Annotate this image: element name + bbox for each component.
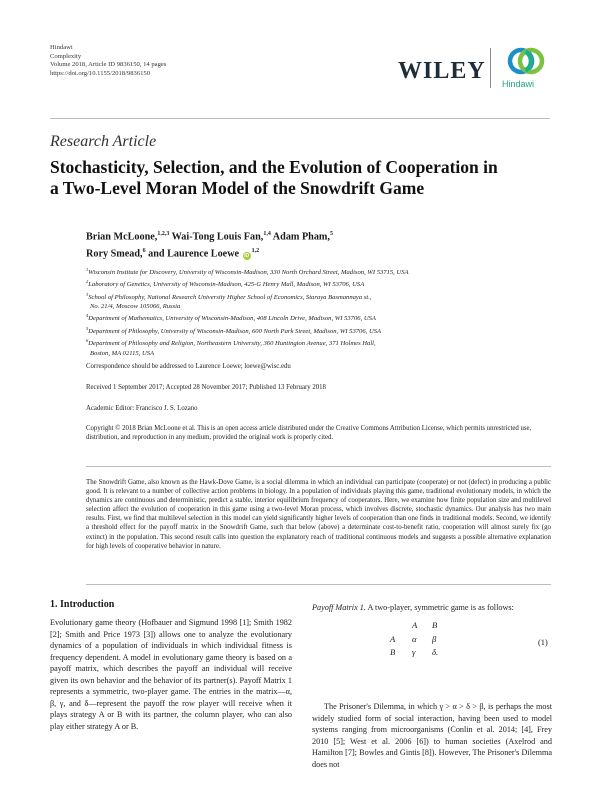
payoff-matrix	[388, 620, 468, 661]
orcid-icon[interactable]: iD	[244, 252, 250, 259]
author-name: Wai-Tong Louis Fan,	[169, 231, 264, 243]
publisher-logos	[398, 44, 558, 88]
matrix-row-label: B	[390, 647, 396, 657]
affiliation-item: Boston, MA 02115, USA	[90, 349, 155, 357]
matrix-cell: α	[412, 633, 417, 644]
matrix-row-label: A	[390, 633, 396, 644]
journal-name: Complexity	[50, 52, 82, 60]
author-affil-sup: 6	[142, 248, 146, 255]
affiliations	[86, 265, 556, 358]
author-affil-sup: 1,2,3	[157, 231, 170, 237]
payoff-matrix-caption	[312, 602, 552, 614]
publication-dates: Received 1 September 2017; Accepted 28 November 2017; Published 13 February 2018	[86, 384, 326, 391]
logo-divider	[490, 48, 491, 88]
author-affil-sup: 1,4	[263, 231, 271, 237]
matrix-cell: β	[432, 633, 437, 644]
author-name: Brian McLoone,	[86, 231, 158, 243]
matrix-header-row	[388, 620, 468, 634]
hindawi-rings-icon	[504, 46, 548, 80]
author-name: Rory Smead,	[86, 248, 143, 260]
affiliation-item: $^2$Laboratory of Genetics, University of Wisconsin-Madison, 425-G Henry Mall, Madison, WI 53706, USA	[86, 279, 365, 289]
matrix-cell: δ.	[432, 647, 439, 657]
matrix-header-cell: A	[412, 620, 418, 630]
wiley-logo: WILEY	[398, 58, 486, 84]
author-name: Adam Pham,	[270, 231, 330, 243]
hindawi-logo: Hindawi	[502, 79, 535, 89]
author-name: and Laurence Loewe	[145, 248, 240, 260]
article-type: Research Article	[50, 133, 157, 150]
right-paragraph: The Prisoner's Dilemma, in which γ > α > δ > β, is perhaps the most widely studied form of social interaction, having been used to model systems ranging from microorganisms (Conlin et al. 2014; [4], Frey 2010 [5]; West et al. 2006 [6]) to human societies (Axelrod and Hamilton [7]; Bowles and Gintis [8]). However, The Prisoner's Dilemma does not	[312, 702, 552, 769]
section-heading: 1. Introduction	[50, 599, 115, 610]
correspondence: Correspondence should be addressed to Laurence Loewe; loewe@wisc.edu	[86, 363, 291, 370]
matrix-header-cell: B	[432, 620, 438, 630]
publisher-name: Hindawi	[50, 44, 73, 51]
affiliation-item: $^4$Department of Mathematics, University of Wisconsin-Madison, 408 Lincoln Drive, Madison, WI 53706, USA	[86, 313, 376, 323]
equation-number: (1)	[538, 638, 548, 647]
affiliation-item: $^1$Wisconsin Institute for Discovery, University of Wisconsin-Madison, 330 North Orchard Street, Madison, WI 53715, USA	[86, 267, 409, 277]
title-line: a Two-Level Moran Model of the Snowdrift Game	[50, 178, 425, 198]
header-divider	[50, 118, 550, 119]
affiliation-item: $^5$Department of Philosophy, University of Wisconsin-Madison, 600 North Park Street, Madison, WI 53706, USA	[86, 325, 382, 335]
author-list	[86, 227, 546, 262]
payoff-matrix-label: Payoff Matrix 1.	[312, 603, 366, 612]
abstract-text: The Snowdrift Game, also known as the Hawk-Dove Game, is a social dilemma in which an individual can participate (cooperate) or not (defect) in producing a public good. It is relevant to a number of collective action problems in biology. In a population of individuals playing this game, traditional evolutionary models, in which the dynamics are continuous and deterministic, predict a stable, interior equilibrium frequency of cooperators. Here, we examine how finite population size and multilevel selection affect the evolution of cooperation in this game using a two-level Moran process, which involves discrete, stochastic dynamics. Our analysis has two main results. First, we find that multilevel selection in this model can yield significantly higher levels of cooperation than one finds in traditional models. Second, we identify a threshold effect for the payoff matrix in the Snowdrift Game, such that below (above) a determinate cost-to-benefit ratio, cooperation will almost surely fix (go extinct) in the population. This second result calls into question the explanatory reach of traditional continuous models and suggests a possible alternative explanation for high levels of cooperative behavior in nature.	[86, 479, 551, 550]
matrix-row	[388, 647, 468, 661]
title-line: Stochasticity, Selection, and the Evolution of Cooperation in	[50, 157, 498, 177]
intro-paragraph: Evolutionary game theory (Hofbauer and Sigmund 1998 [1]; Smith 1982 [2]; Smith and Price 1973 [3]) allows one to analyze the evolutionary dynamics of a population of individuals in which individual fitness is frequency dependent. A model in evolutionary game theory is based on a payoff matrix, which describes the payoff an individual will receive given its own behavior and the behavior of its partner(s). Payoff Matrix 1 represents a symmetric, two-player game. The entries in the matrix—α, β, γ, and δ—represent the payoff the row player will receive when it plays strategy A or B with its partner, the column player, who can also play either strategy A or B.	[50, 618, 292, 731]
academic-editor: Academic Editor: Francisco J. S. Lozano	[86, 405, 198, 412]
volume-line: Volume 2018, Article ID 9836150, 14 pages	[50, 61, 167, 69]
doi-link[interactable]: https://doi.org/10.1155/2018/9836150	[50, 69, 151, 77]
matrix-cell: γ	[412, 647, 416, 657]
abstract-divider-top	[86, 466, 551, 467]
journal-info	[50, 44, 166, 78]
paper-title	[50, 157, 550, 199]
payoff-matrix-text: A two-player, symmetric game is as follows:	[365, 603, 514, 612]
author-affil-sup: 1,2	[251, 248, 260, 255]
author-affil-sup: 5	[329, 231, 333, 237]
affiliation-item: No. 21/4, Moscow 105066, Russia	[90, 303, 181, 311]
abstract-divider-bottom	[86, 584, 551, 585]
matrix-row	[388, 634, 468, 648]
copyright-notice: Copyright © 2018 Brian McLoone et al. This is an open access article distributed under the Creative Commons Attribution License, which permits unrestricted use, distribution, and reproduction in any medium, provided the original work is properly cited.	[86, 425, 532, 441]
affiliation-item: $^3$School of Philosophy, National Research University Higher School of Economics, Staraya Basmannaya st.,	[86, 291, 372, 301]
affiliation-item: $^6$Department of Philosophy and Religion, Northeastern University, 360 Huntington Avenue, 371 Holmes Hall,	[86, 338, 376, 348]
